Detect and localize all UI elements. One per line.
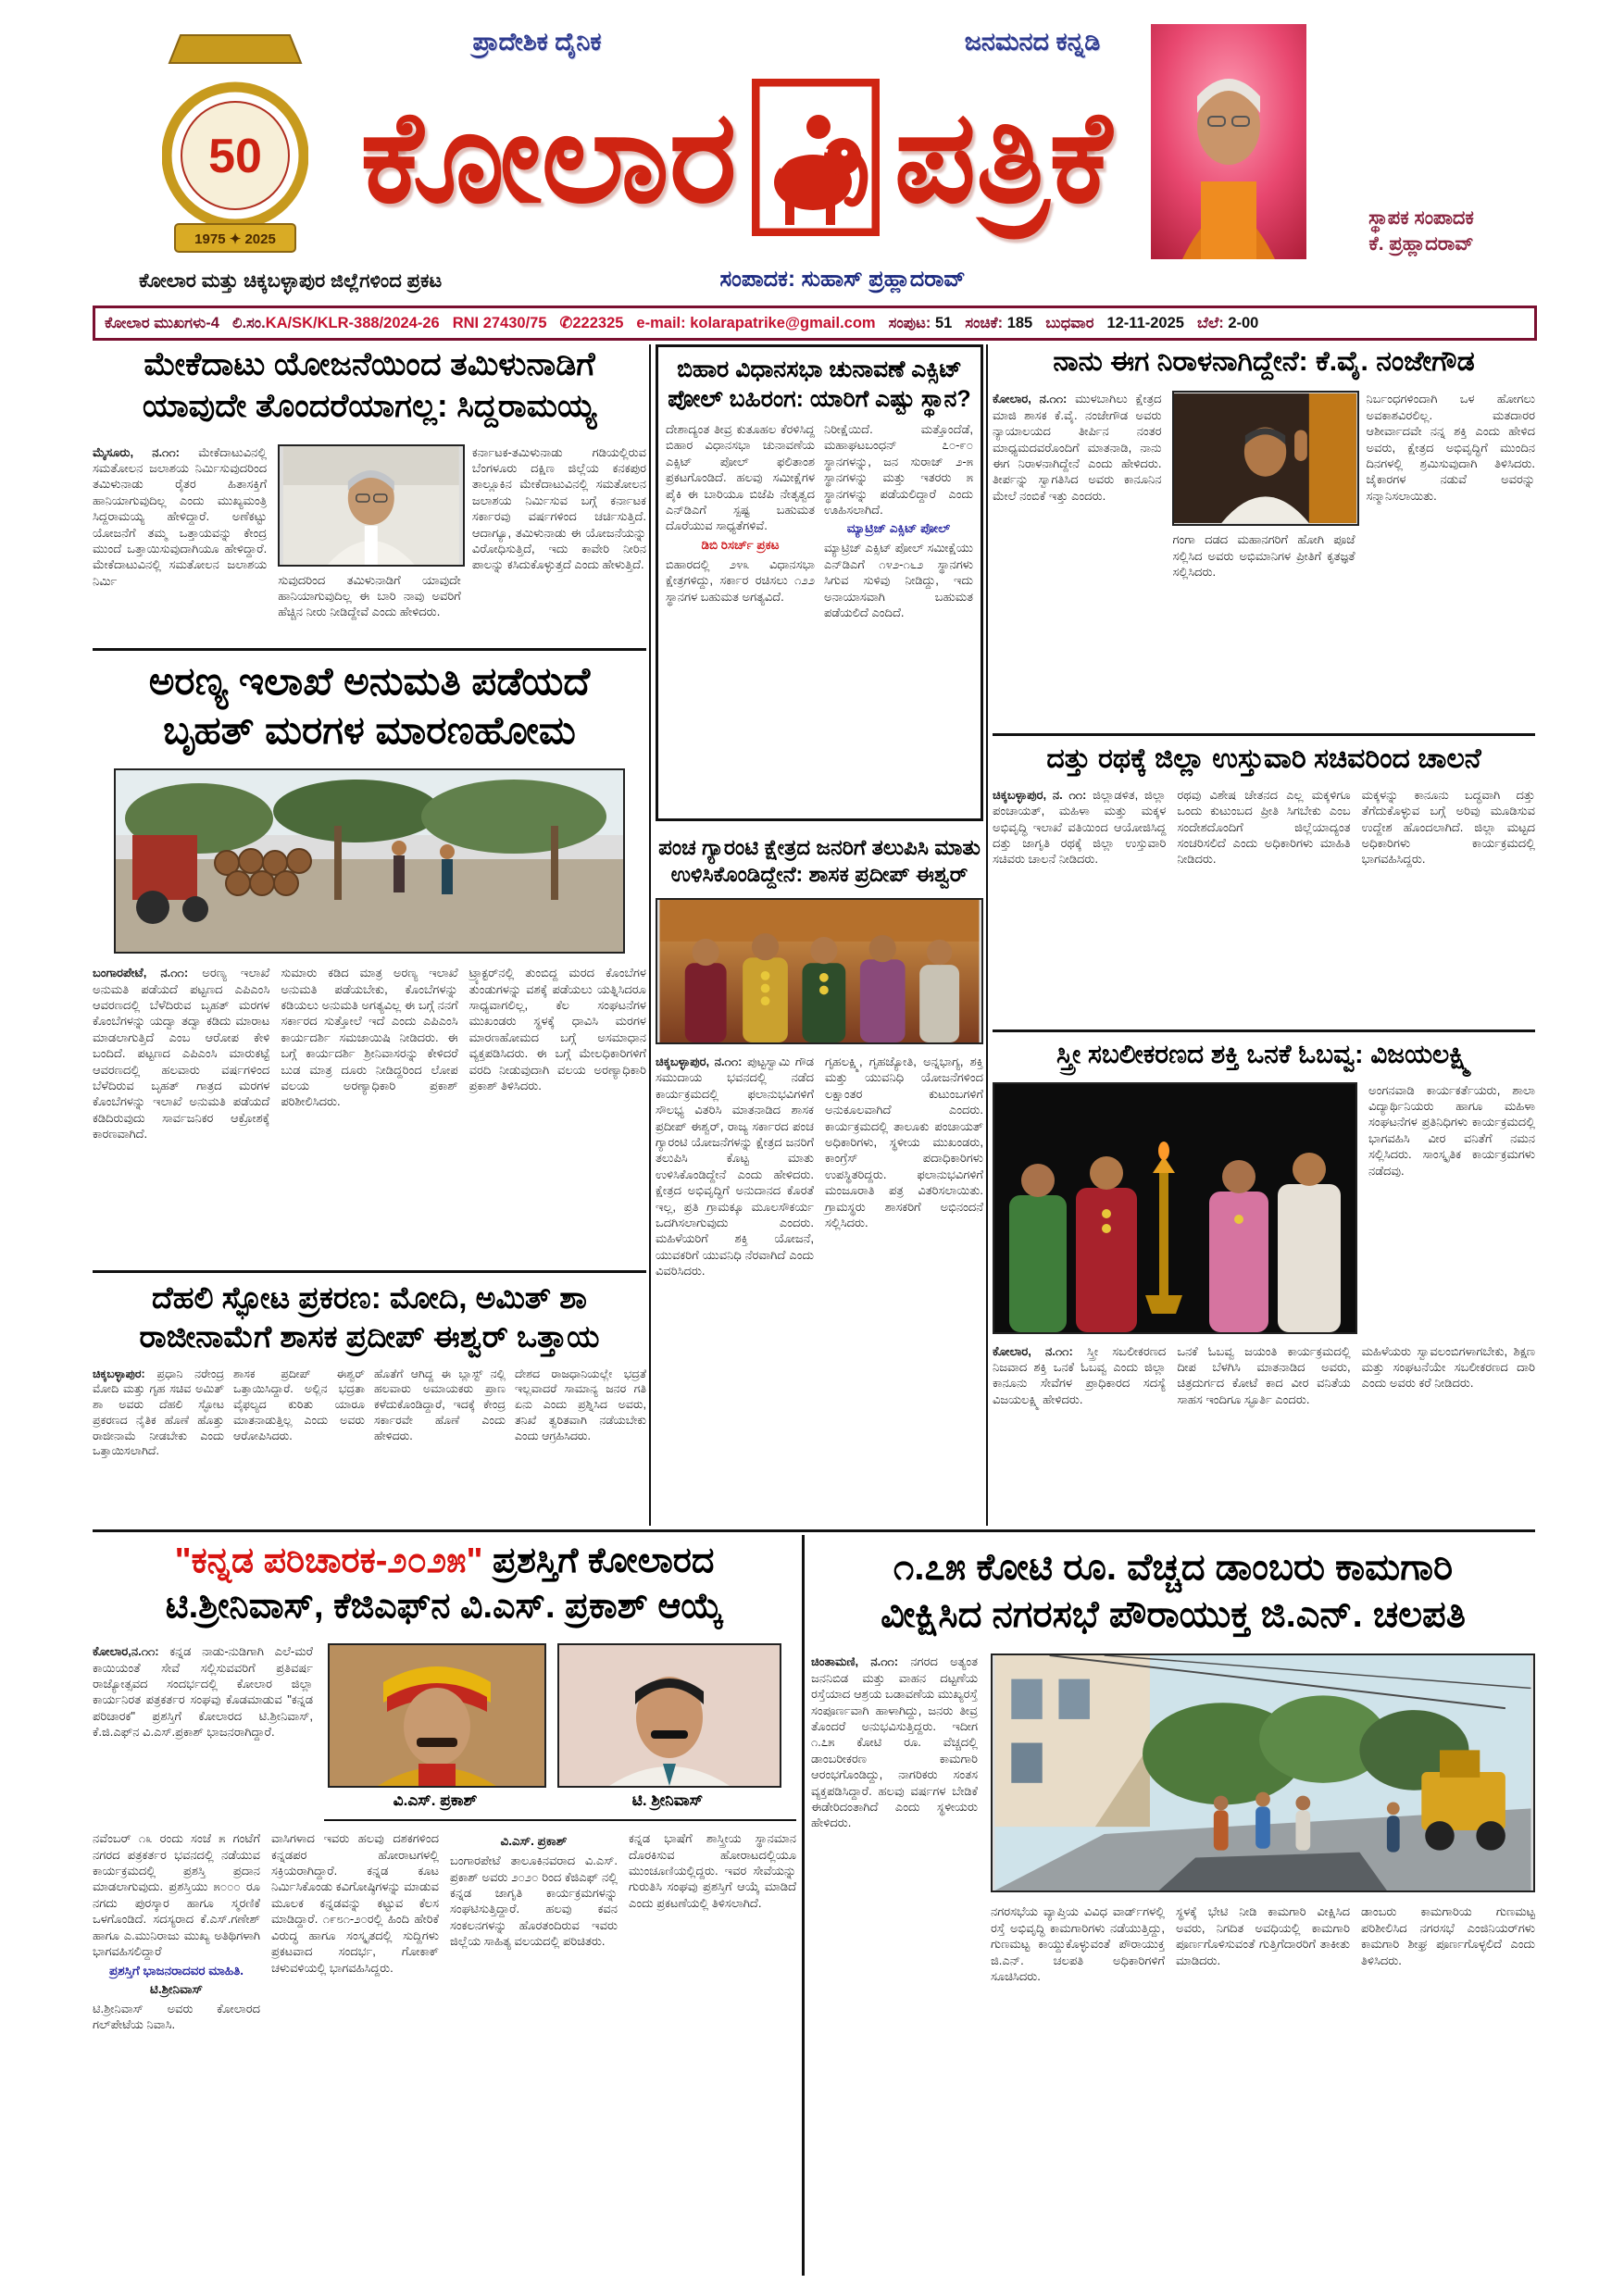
- tagline-left: ಪ್ರಾದೇಶಿಕ ದೈನಿಕ: [472, 28, 602, 56]
- editor-line: ಸಂಪಾದಕ: ಸುಹಾಸ್ ಪ್ರಹ್ಲಾದರಾವ್: [719, 267, 966, 292]
- article-body: [656, 1054, 983, 1496]
- photo-logs-tractor: [114, 768, 625, 954]
- article-column: ಬಂಗಾರಪೇಟೆ, ನ.೧೧: ಅರಣ್ಯ ಇಲಾಖೆ ಅನುಮತಿ ಪಡೆಯದೆ ಪಟ್ಟಣದ ಎಪಿಎಂಸಿ ಆವರಣದಲ್ಲಿ ಬೆಳೆದಿರುವ ಬೃಹತ್ ಮರಗಳ ಕೊಂಬೆಗಳನ್ನು ಯದ್ವಾ ತದ್ವಾ ಕಡಿದು ಮಾರಾಟ ಮಾಡಲಾಗುತ್ತಿದೆ ಎಂಬ ಆರೋಪ ಕೇಳಿ ಬಂದಿದೆ. ಪಟ್ಟಣದ ಎಪಿಎಂಸಿ ಮಾರುಕಟ್ಟೆ ಆವರಣದಲ್ಲಿ ಹಲವಾರು ವರ್ಷಗಳಿಂದ ಬೆಳೆದಿರುವ ಬೃಹತ್ ಗಾತ್ರದ ಮರಗಳ ಕೊಂಬೆಗಳನ್ನು ಇಲಾಖೆ ಅನುಮತಿ ಪಡೆಯದೆ ಕಡಿದಿರುವುದು ಸಾರ್ವಜನಿಕರ ಆಕ್ರೋಶಕ್ಕೆ ಕಾರಣವಾಗಿದೆ.: [93, 966, 270, 1142]
- article-headline: ನಾನು ಈಗ ನಿರಾಳನಾಗಿದ್ದೇನೆ: ಕೆ.ವೈ. ನಂಜೇಗೌಡ: [1053, 346, 1475, 377]
- day-name: ಬುಧವಾರ: [1045, 314, 1094, 331]
- subhead-red: ಡಿಬಿ ರಿಸರ್ಚ್ ಪ್ರಕಟ: [701, 537, 780, 552]
- issue-info-bar: [93, 306, 1537, 341]
- article-media-row: [993, 1082, 1535, 1334]
- svg-text:1975 ✦ 2025: 1975 ✦ 2025: [194, 231, 276, 247]
- portrait-block: [328, 1643, 543, 1810]
- section-rule: [324, 1819, 796, 1821]
- article-column: ದೇಶದ ರಾಜಧಾನಿಯಲ್ಲೇ ಭದ್ರತೆ ಇಲ್ಲವಾದರೆ ಸಾಮಾನ್ಯ ಜನರ ಗತಿ ಏನು ಎಂದು ಪ್ರಶ್ನಿಸಿದ ಅವರು, ತನಿಖೆ ತ್ವರಿತವಾಗಿ ನಡೆಯಬೇಕು ಎಂದು ಆಗ್ರಹಿಸಿದರು.: [515, 1366, 646, 1442]
- section-rule: [93, 648, 646, 651]
- article-body: [993, 787, 1535, 1022]
- subhead-name: ಟಿ.ಶ್ರೀನಿವಾಸ್: [150, 1981, 203, 1996]
- article-nanjegowda: [993, 344, 1535, 1508]
- article-column: ಅಂಗನವಾಡಿ ಕಾರ್ಯಕರ್ತೆಯರು, ಶಾಲಾ ವಿದ್ಯಾರ್ಥಿನಿಯರು ಹಾಗೂ ಮಹಿಳಾ ಸಂಘಟನೆಗಳ ಪ್ರತಿನಿಧಿಗಳು ಕಾರ್ಯಕ್ರಮದಲ್ಲಿ ಭಾಗವಹಿಸಿ ವೀರ ವನಿತೆಗೆ ನಮನ ಸಲ್ಲಿಸಿದರು. ಸಾಂಸ್ಕೃತಿಕ ಕಾರ್ಯಕ್ರಮಗಳು ನಡೆದವು.: [1368, 1082, 1535, 1178]
- article-column: ಚಿಕ್ಕಬಳ್ಳಾಪುರ: ಪ್ರಧಾನಿ ನರೇಂದ್ರ ಮೋದಿ ಮತ್ತು ಗೃಹ ಸಚಿವ ಅಮಿತ್ ಶಾ ಅವರು ದೆಹಲಿ ಸ್ಫೋಟ ಪ್ರಕರಣದ ನೈತಿಕ ಹೊಣೆ ಹೊತ್ತು ರಾಜೀನಾಮೆ ನೀಡಬೇಕು ಎಂದು ಒತ್ತಾಯಿಸಲಾಗಿದೆ.: [93, 1366, 224, 1458]
- masthead-title-right: ಪತ್ರಿಕೆ: [893, 85, 1112, 229]
- article-column: ಒನಕೆ ಓಬವ್ವ ಜಯಂತಿ ಕಾರ್ಯಕ್ರಮದಲ್ಲಿ ದೀಪ ಬೆಳಗಿಸಿ ಮಾತನಾಡಿದ ಅವರು, ಚಿತ್ರದುರ್ಗದ ಕೋಟೆ ಕಾದ ವೀರ ವನಿತೆಯ ಸಾಹಸ ಇಂದಿಗೂ ಸ್ಫೂರ್ತಿ ಎಂದರು.: [1177, 1343, 1351, 1406]
- price-label: ಬೆಲೆ:: [1196, 314, 1224, 331]
- band-rule: [93, 1529, 1535, 1532]
- article-column: ಗಂಗಾ ದಡದ ಮಹಾನಗರಿಗೆ ಹೋಗಿ ಪೂಜೆ ಸಲ್ಲಿಸಿದ ಅವರು ಅಭಿಮಾನಿಗಳ ಪ್ರೀತಿಗೆ ಕೃತಜ್ಞತೆ ಸಲ್ಲಿಸಿದರು.: [1172, 391, 1355, 726]
- masthead-title-left: ಕೋಲಾರ: [360, 85, 737, 229]
- reg-label: ಲಿ.ಸಂ.: [231, 314, 266, 331]
- photo-nanjegowda: [1172, 391, 1358, 526]
- article-column: ಸುಮಾರು ಕಡಿದ ಮಾತ್ರ ಅರಣ್ಯ ಇಲಾಖೆ ಅನುಮತಿ ಪಡೆಯಬೇಕು, ಕೊಂಬೆಗಳನ್ನು ಕಡಿಯಲು ಅನುಮತಿ ಅಗತ್ಯವಿಲ್ಲ ಈ ಬಗ್ಗೆ ನನಗೆ ಸರ್ಕಾರದ ಸುತ್ತೋಲೆ ಇದೆ ಎಂದು ಎಪಿಎಂಸಿ ಕಾರ್ಯದರ್ಶಿ ಸಮಜಾಯಿಷಿ ನೀಡಿದರು. ಈ ಬಗ್ಗೆ ಕಾರ್ಯದರ್ಶಿ ಶ್ರೀನಿವಾಸರನ್ನು ಕೇಳಿದರೆ ಬುಡ ಮಾತ್ರ ದೂರು ನೀಡಿದ್ದರಿಂದ ಲೋಪ ವಲಯ ಅರಣ್ಯಾಧಿಕಾರಿ ಪ್ರಕಾಶ್ ಪರಿಶೀಲಿಸಿದರು.: [281, 966, 458, 1109]
- article-headline: ೧.೭೫ ಕೋಟಿ ರೂ. ವೆಚ್ಚದ ಡಾಂಬರು ಕಾಮಗಾರಿ ವೀಕ್ಷಿಸಿದ ನಗರಸಭೆ ಪೌರಾಯುಕ್ತ ಜಿ.ಎನ್. ಚಲಪತಿ: [881, 1547, 1466, 1636]
- article-column: ರಥವು ವಿಶೇಷ ಚೇತನದ ಎಲ್ಲ ಮಕ್ಕಳಿಗೂ ಒಂದು ಕುಟುಂಬದ ಪ್ರೀತಿ ಸಿಗಬೇಕು ಎಂಬ ಸಂದೇಶದೊಂದಿಗೆ ಜಿಲ್ಲೆಯಾದ್ಯಂತ ಸಂಚರಿಸಲಿದೆ ಎಂದು ಅಧಿಕಾರಿಗಳು ಮಾಹಿತಿ ನೀಡಿದರು.: [1177, 787, 1351, 867]
- section-rule: [93, 1270, 646, 1273]
- anniversary-logo: [162, 26, 308, 259]
- rni-number: RNI 27430/75: [452, 314, 547, 331]
- email-address: e-mail: kolarapatrike@gmail.com: [636, 314, 876, 331]
- article-road-works: [811, 1544, 1535, 2266]
- article-media-row: [93, 1643, 796, 1810]
- column-divider: [802, 1535, 805, 2276]
- article-column: ದೇಶಾದ್ಯಂತ ತೀವ್ರ ಕುತೂಹಲ ಕೆರಳಿಸಿದ್ದ ಬಿಹಾರ ವಿಧಾನಸಭಾ ಚುನಾವಣೆಯ ಎಕ್ಸಿಟ್ ಪೋಲ್ ಫಲಿತಾಂಶ ಪ್ರಕಟಗೊಂಡಿದೆ. ಹಲವು ಸಮೀಕ್ಷೆಗಳ ಪೈಕಿ ಈ ಬಾರಿಯೂ ಬಿಜೆಪಿ ನೇತೃತ್ವದ ಎನ್‌ಡಿಎಗೆ ಸ್ಪಷ್ಟ ಬಹುಮತ ದೊರೆಯುವ ಸಾಧ್ಯತೆಗಳಿವೆ. ಡಿಬಿ ರಿಸರ್ಚ್ ಪ್ರಕಟ ಬಿಹಾರದಲ್ಲಿ ೨೪೩ ವಿಧಾನಸಭಾ ಕ್ಷೇತ್ರಗಳಿದ್ದು, ಸರ್ಕಾರ ರಚಿಸಲು ೧೨೨ ಸ್ಥಾನಗಳ ಬಹುಮತ ಅಗತ್ಯವಿದೆ.: [666, 422, 815, 604]
- subhead-name: ವಿ.ಎಸ್. ಪ್ರಕಾಶ್: [500, 1834, 568, 1849]
- tagline-right: ಜನಮನದ ಕನ್ನಡಿ: [964, 28, 1101, 56]
- subhead-blue: ಮ್ಯಾಟ್ರಿಜ್ ಎಕ್ಸಿಟ್ ಪೋಲ್: [846, 521, 951, 536]
- article-body: [93, 965, 646, 1263]
- article-column: ನಿರೀಕ್ಷೆಯಿದೆ. ಮತ್ತೊಂದೆಡೆ, ಮಹಾಘಟಬಂಧನ್ ೭೦-೯೦ ಸ್ಥಾನಗಳನ್ನು, ಜನ ಸುರಾಜ್ ೨-೫ ಸ್ಥಾನಗಳನ್ನು ಮತ್ತು ಇತರರು ೫ ಸ್ಥಾನಗಳನ್ನು ಪಡೆಯಲಿದ್ದಾರೆ ಎಂದು ಊಹಿಸಲಾಗಿದೆ. ಮ್ಯಾಟ್ರಿಜ್ ಎಕ್ಸಿಟ್ ಪೋಲ್ ಮ್ಯಾಟ್ರಿಜ್ ಎಕ್ಸಿಟ್ ಪೋಲ್ ಸಮೀಕ್ಷೆಯು ಎನ್‌ಡಿಎಗೆ ೧೪೨-೧೬೨ ಸ್ಥಾನಗಳು ಸಿಗುವ ಸುಳಿವು ನೀಡಿದ್ದು, ಇದು ಅನಾಯಾಸವಾಗಿ ಬಹುಮತ ಪಡೆಯಲಿದೆ ಎಂದಿದೆ.: [824, 422, 973, 620]
- article-mekedatu: [93, 344, 646, 1513]
- article-headline: "ಕನ್ನಡ ಪರಿಚಾರಕ-೨೦೨೫" ಪ್ರಶಸ್ತಿಗೆ ಕೋಲಾರದ ಟಿ.ಶ್ರೀನಿವಾಸ್, ಕೆಜಿಎಫ್‌ನ ವಿ.ಎಸ್. ಪ್ರಕಾಶ್ ಆಯ್ಕೆ: [165, 1541, 724, 1626]
- article-headline: ಸ್ತ್ರೀ ಸಬಲೀಕರಣದ ಶಕ್ತಿ ಒನಕೆ ಓಬವ್ವ: ವಿಜಯಲಕ್ಷ್ಮಿ: [1056, 1039, 1471, 1068]
- article-media-row: [811, 1653, 1535, 2266]
- article-column: ಚಿಂತಾಮಣಿ, ನ.೧೧: ನಗರದ ಅತ್ಯಂತ ಜನನಿಬಿಡ ಮತ್ತು ವಾಹನ ದಟ್ಟಣೆಯ ರಸ್ತೆಯಾದ ಆಶ್ರಯ ಬಡಾವಣೆಯ ಮುಖ್ಯರಸ್ತೆ ಸಂಪೂರ್ಣವಾಗಿ ಹಾಳಾಗಿದ್ದು, ಜನರು ತೀವ್ರ ತೊಂದರೆ ಅನುಭವಿಸುತ್ತಿದ್ದರು. ಇದೀಗ ೧.೭೫ ಕೋಟಿ ರೂ. ವೆಚ್ಚದಲ್ಲಿ ಡಾಂಬರೀಕರಣ ಕಾಮಗಾರಿ ಆರಂಭಗೊಂಡಿದ್ದು, ನಾಗರಿಕರು ಸಂತಸ ವ್ಯಕ್ತಪಡಿಸಿದ್ದಾರೆ. ಹಲವು ವರ್ಷಗಳ ಬೇಡಿಕೆ ಈಡೇರಿದಂತಾಗಿದೆ ಎಂದು ಸ್ಥಳೀಯರು ಹೇಳಿದರು.: [811, 1654, 978, 1830]
- article-column: ಟ್ರ್ಯಾಕ್ಟರ್‌ನಲ್ಲಿ ತುಂಬಿದ್ದ ಮರದ ಕೊಂಬೆಗಳ ತುಂಡುಗಳನ್ನು ವಶಕ್ಕೆ ಪಡೆಯಲು ಯತ್ನಿಸಿದರೂ ಸಾಧ್ಯವಾಗಲಿಲ್ಲ, ಕೆಲ ಸಂಘಟನೆಗಳ ಮುಖಂಡರು ಸ್ಥಳಕ್ಕೆ ಧಾವಿಸಿ ಮರಗಳ ಮಾರಣಹೋಮದ ಬಗ್ಗೆ ಅಸಮಾಧಾನ ವ್ಯಕ್ತಪಡಿಸಿದರು. ಈ ಬಗ್ಗೆ ಮೇಲಧಿಕಾರಿಗಳಿಗೆ ವರದಿ ನೀಡುವುದಾಗಿ ವಲಯ ಅರಣ್ಯಾಧಿಕಾರಿ ಪ್ರಕಾಶ್ ತಿಳಿಸಿದರು.: [468, 966, 646, 1092]
- volume-value: 51: [934, 314, 953, 331]
- photo-guarantee-event: [656, 898, 983, 1044]
- photo-siddaramaiah: [278, 444, 465, 567]
- portrait-block: [557, 1643, 778, 1810]
- issue-date: 12-11-2025: [1106, 314, 1184, 331]
- article-body: [93, 1366, 646, 1513]
- volume-label: ಸಂಪುಟ:: [888, 314, 931, 331]
- masthead-emblem-icon: [752, 79, 880, 236]
- issue-label: ಸಂಚಿಕೆ:: [965, 314, 1004, 331]
- phone-number: ✆222325: [559, 315, 624, 331]
- article-body: [93, 444, 646, 641]
- article-column: ಸ್ಥಳಕ್ಕೆ ಭೇಟಿ ನೀಡಿ ಕಾಮಗಾರಿ ವೀಕ್ಷಿಸಿದ ಅವರು, ನಿಗದಿತ ಅವಧಿಯಲ್ಲಿ ಕಾಮಗಾರಿ ಪೂರ್ಣಗೊಳಿಸುವಂತೆ ಗುತ್ತಿಗೆದಾರರಿಗೆ ತಾಕೀತು ಮಾಡಿದರು.: [1176, 1904, 1350, 1967]
- portrait-vs-prakash: [328, 1643, 546, 1788]
- founder-credit: [1310, 206, 1532, 258]
- portrait-caption: ಟಿ. ಶ್ರೀನಿವಾಸ್: [631, 1791, 704, 1810]
- article-column: ಕೋಲಾರ, ನ.೧೧: ಸ್ತ್ರೀ ಸಬಲೀಕರಣದ ನಿಜವಾದ ಶಕ್ತಿ ಒನಕೆ ಓಬವ್ವ ಎಂದು ಜಿಲ್ಲಾ ಕಾನೂನು ಸೇವೆಗಳ ಪ್ರಾಧಿಕಾರದ ಸದಸ್ಯೆ ವಿಜಯಲಕ್ಷ್ಮಿ ಹೇಳಿದರು.: [993, 1343, 1167, 1406]
- article-body: [993, 391, 1535, 726]
- article-column: ನಗರಸಭೆಯ ವ್ಯಾಪ್ತಿಯ ವಿವಿಧ ವಾರ್ಡ್‌ಗಳಲ್ಲಿ ರಸ್ತೆ ಅಭಿವೃದ್ಧಿ ಕಾಮಗಾರಿಗಳು ನಡೆಯುತ್ತಿದ್ದು, ಗುಣಮಟ್ಟ ಕಾಯ್ದುಕೊಳ್ಳುವಂತೆ ಪೌರಾಯುಕ್ತ ಜಿ.ಎನ್. ಚಲಪತಿ ಅಧಿಕಾರಿಗಳಿಗೆ ಸೂಚಿಸಿದರು.: [991, 1904, 1165, 1983]
- photo-obavva-lamp: [993, 1082, 1357, 1334]
- article-body: [993, 1343, 1535, 1508]
- article-column: ಮೈಸೂರು, ನ.೧೧: ಮೇಕೆದಾಟುವಿನಲ್ಲಿ ಸಮತೋಲನ ಜಲಾಶಯ ನಿರ್ಮಿಸುವುದರಿಂದ ತಮಿಳುನಾಡು ರೈತರ ಹಿತಾಸಕ್ತಿಗೆ ಹಾನಿಯಾಗುವುದಿಲ್ಲ ಎಂದು ಮುಖ್ಯಮಂತ್ರಿ ಸಿದ್ದರಾಮಯ್ಯ ಹೇಳಿದ್ದಾರೆ. ಅಣೆಕಟ್ಟು ಯೋಜನೆಗೆ ತಮ್ಮ ಒತ್ತಾಯವನ್ನು ಕೇಂದ್ರ ಮುಂದೆ ಒತ್ತಾಯಿಸುವುದಾಗಿಯೂ ಹೇಳಿದ್ದಾರೆ. ಮೇಕೆದಾಟುವಿನಲ್ಲಿ ಸಮತೋಲನ ಜಲಾಶಯ ನಿರ್ಮಿ: [93, 444, 268, 588]
- article-media-and-text: [991, 1653, 1535, 2266]
- article-column: ಕನ್ನಡ ಭಾಷೆಗೆ ಶಾಸ್ತ್ರೀಯ ಸ್ಥಾನಮಾನ ದೊರಕಿಸುವ ಹೋರಾಟದಲ್ಲಿಯೂ ಮುಂಚೂಣಿಯಲ್ಲಿದ್ದರು. ಇವರ ಸೇವೆಯನ್ನು ಗುರುತಿಸಿ ಸಂಘವು ಪ್ರಶಸ್ತಿಗೆ ಆಯ್ಕೆ ಮಾಡಿದೆ ಎಂದು ಪ್ರಕಟಣೆಯಲ್ಲಿ ತಿಳಿಸಲಾಗಿದೆ.: [629, 1831, 796, 1910]
- article-column: ವಿ.ಎಸ್. ಪ್ರಕಾಶ್ ಬಂಗಾರಪೇಟೆ ತಾಲೂಕಿನವರಾದ ವಿ.ಎಸ್. ಪ್ರಕಾಶ್ ಅವರು ೨೦೨೦ ರಿಂದ ಕೆಜಿಎಫ್ ನಲ್ಲಿ ಕನ್ನಡ ಜಾಗೃತಿ ಕಾರ್ಯಕ್ರಮಗಳನ್ನು ಸಂಘಟಿಸುತ್ತಿದ್ದಾರೆ. ಹಲವು ಕವನ ಸಂಕಲನಗಳನ್ನು ಹೊರತಂದಿರುವ ಇವರು ಜಿಲ್ಲೆಯ ಸಾಹಿತ್ಯ ವಲಯದಲ್ಲಿ ಪರಿಚಿತರು.: [450, 1834, 618, 1949]
- section-rule: [993, 1029, 1535, 1032]
- founder-name: ಕೆ. ಪ್ರಹ್ಲಾದರಾವ್: [1368, 233, 1474, 256]
- article-column: ಚಿಕ್ಕಬಳ್ಳಾಪುರ, ನ.೧೧: ಪುಟ್ಟಸ್ವಾಮಿ ಗೌಡ ಸಮುದಾಯ ಭವನದಲ್ಲಿ ನಡೆದ ಕಾರ್ಯಕ್ರಮದಲ್ಲಿ ಫಲಾನುಭವಿಗಳಿಗೆ ಸೌಲಭ್ಯ ವಿತರಿಸಿ ಮಾತನಾಡಿದ ಶಾಸಕ ಪ್ರದೀಪ್ ಈಶ್ವರ್, ರಾಜ್ಯ ಸರ್ಕಾರದ ಪಂಚ ಗ್ಯಾರಂಟಿ ಯೋಜನೆಗಳನ್ನು ಕ್ಷೇತ್ರದ ಜನರಿಗೆ ತಲುಪಿಸಿ ಕೊಟ್ಟ ಮಾತು ಉಳಿಸಿಕೊಂಡಿದ್ದೇನೆ ಎಂದು ಹೇಳಿದರು. ಕ್ಷೇತ್ರದ ಅಭಿವೃದ್ಧಿಗೆ ಅನುದಾನದ ಕೊರತೆ ಇಲ್ಲ, ಪ್ರತಿ ಗ್ರಾಮಕ್ಕೂ ಮೂಲಸೌಕರ್ಯ ಒದಗಿಸಲಾಗುವುದು ಎಂದರು. ಮಹಿಳೆಯರಿಗೆ ಶಕ್ತಿ ಯೋಜನೆ, ಯುವಕರಿಗೆ ಯುವನಿಧಿ ನೆರವಾಗಿದೆ ಎಂದು ವಿವರಿಸಿದರು.: [656, 1054, 814, 1279]
- masthead: [315, 57, 1157, 256]
- issue-value: 185: [1006, 314, 1033, 331]
- article-headline: ಅರಣ್ಯ ಇಲಾಖೆ ಅನುಮತಿ ಪಡೆಯದೆ ಬೃಹತ್ ಮರಗಳ ಮಾರಣಹೋಮ: [148, 658, 591, 753]
- article-headline: ದತ್ತು ರಥಕ್ಕೆ ಜಿಲ್ಲಾ ಉಸ್ತುವಾರಿ ಸಚಿವರಿಂದ ಚಾಲನೆ: [1046, 743, 1481, 775]
- founder-photo: [1151, 24, 1306, 259]
- article-column: ಡಾಂಬರು ಕಾಮಗಾರಿಯ ಗುಣಮಟ್ಟ ಪರಿಶೀಲಿಸಿದ ನಗರಸಭೆ ಎಂಜಿನಿಯರ್‌ಗಳು ಕಾಮಗಾರಿ ಶೀಘ್ರ ಪೂರ್ಣಗೊಳ್ಳಲಿದೆ ಎಂದು ತಿಳಿಸಿದರು.: [1361, 1904, 1535, 1967]
- article-headline: ಬಿಹಾರ ವಿಧಾನಸಭಾ ಚುನಾವಣೆ ಎಕ್ಸಿಟ್ ಪೋಲ್ ಬಹಿರಂಗ: ಯಾರಿಗೆ ಎಷ್ಟು ಸ್ಥಾನ?: [668, 356, 971, 412]
- article-column: ಮಹಿಳೆಯರು ಸ್ವಾವಲಂಬಿಗಳಾಗಬೇಕು, ಶಿಕ್ಷಣ ಮತ್ತು ಸಂಘಟನೆಯೇ ಸಬಲೀಕರಣದ ದಾರಿ ಎಂದು ಅವರು ಕರೆ ನೀಡಿದರು.: [1361, 1343, 1535, 1391]
- article-kannada-paricharaka: [93, 1539, 796, 2249]
- article-column: ಹೊತೆಗೆ ಆಗಿದ್ದ ಈ ಬ್ಲಾಸ್ಟ್ ನಲ್ಲಿ ಹಲವಾರು ಅಮಾಯಕರು ಪ್ರಾಣ ಕಳೆದುಕೊಂಡಿದ್ದಾರೆ, ಇದಕ್ಕೆ ಕೇಂದ್ರ ಸರ್ಕಾರವೇ ಹೊಣೆ ಎಂದು ಹೇಳಿದರು.: [374, 1366, 506, 1442]
- article-column: ನಿರ್ಬಂಧಗಳಿಂದಾಗಿ ಒಳ ಹೋಗಲು ಅವಕಾಶವಿರಲಿಲ್ಲ. ಮತದಾರರ ಆಶೀರ್ವಾದವೇ ನನ್ನ ಶಕ್ತಿ ಎಂದು ಹೇಳಿದ ಅವರು, ಕ್ಷೇತ್ರದ ಅಭಿವೃದ್ಧಿಗೆ ಮುಂದಿನ ದಿನಗಳಲ್ಲಿ ಶ್ರಮಿಸುವುದಾಗಿ ತಿಳಿಸಿದರು. ಜೈಕಾರಗಳ ನಡುವೆ ಅವರನ್ನು ಸನ್ಮಾನಿಸಲಾಯಿತು.: [1366, 392, 1535, 503]
- boxed-article: [656, 344, 983, 821]
- photo-road-work: [991, 1653, 1535, 1892]
- article-headline: ದೆಹಲಿ ಸ್ಫೋಟ ಪ್ರಕರಣ: ಮೋದಿ, ಅಮಿತ್ ಶಾ ರಾಜೀನಾಮೆಗೆ ಶಾಸಕ ಪ್ರದೀಪ್ ಈಶ್ವರ್ ಒತ್ತಾಯ: [139, 1280, 600, 1354]
- publisher-line: ಕೋಲಾರ ಮತ್ತು ಚಿಕ್ಕಬಳ್ಳಾಪುರ ಜಿಲ್ಲೆಗಳಿಂದ ಪ್ರಕಟ: [139, 270, 443, 292]
- founder-label: ಸ್ಥಾಪಕ ಸಂಪಾದಕ: [1368, 207, 1474, 229]
- article-headline: ಪಂಚ ಗ್ಯಾರಂಟಿ ಕ್ಷೇತ್ರದ ಜನರಿಗೆ ತಲುಪಿಸಿ ಮಾತು ಉಳಿಸಿಕೊಂಡಿದ್ದೇನೆ: ಶಾಸಕ ಪ್ರದೀಪ್ ಈಶ್ವರ್: [658, 835, 981, 887]
- article-body: [666, 421, 973, 620]
- article-column: ಕೋಲಾರ,ನ.೧೧: ಕನ್ನಡ ನಾಡು-ನುಡಿಗಾಗಿ ಎಲೆ-ಮರೆ ಕಾಯಿಯಂತೆ ಸೇವೆ ಸಲ್ಲಿಸುವವರಿಗೆ ಪ್ರತಿವರ್ಷ ರಾಜ್ಯೋತ್ಸವದ ಸಂದರ್ಭದಲ್ಲಿ ಕೋಲಾರ ಜಿಲ್ಲಾ ಕಾರ್ಯನಿರತ ಪತ್ರಕರ್ತರ ಸಂಘವು ಕೊಡಮಾಡುವ "ಕನ್ನಡ ಪರಿಚಾರಕ" ಪ್ರಶಸ್ತಿಗೆ ಕೋಲಾರದ ಟಿ.ಶ್ರೀನಿವಾಸ್, ಕೆ.ಜಿ.ಎಫ್‌ನ ವಿ.ಎಸ್.ಪ್ರಕಾಶ್ ಭಾಜನರಾಗಿದ್ದಾರೆ.: [93, 1644, 313, 1740]
- subhead-blue: ಪ್ರಶಸ್ತಿಗೆ ಭಾಜನರಾದವರ ಮಾಹಿತಿ.: [108, 1963, 244, 1978]
- article-body: [93, 1830, 796, 2249]
- article-headline: ಮೇಕೆದಾಟು ಯೋಜನೆಯಿಂದ ತಮಿಳುನಾಡಿಗೆ ಯಾವುದೇ ತೊಂದರೆಯಾಗಲ್ಲ: ಸಿದ್ದರಾಮಯ್ಯ: [142, 346, 597, 424]
- article-column: ಮಕ್ಕಳನ್ನು ಕಾನೂನು ಬದ್ಧವಾಗಿ ದತ್ತು ತೆಗೆದುಕೊಳ್ಳುವ ಬಗ್ಗೆ ಅರಿವು ಮೂಡಿಸುವ ಉದ್ದೇಶ ಹೊಂದಲಾಗಿದೆ. ಜಿಲ್ಲಾ ಮಟ್ಟದ ಅಧಿಕಾರಿಗಳು ಕಾರ್ಯಕ್ರಮದಲ್ಲಿ ಭಾಗವಹಿಸಿದ್ದರು.: [1361, 787, 1535, 867]
- article-column: ನವೆಂಬರ್ ೧೩ ರಂದು ಸಂಜೆ ೫ ಗಂಟೆಗೆ ನಗರದ ಪತ್ರಕರ್ತರ ಭವನದಲ್ಲಿ ನಡೆಯುವ ಕಾರ್ಯಕ್ರಮದಲ್ಲಿ ಪ್ರಶಸ್ತಿ ಪ್ರದಾನ ಮಾಡಲಾಗುವುದು. ಪ್ರಶಸ್ತಿಯು ೫೦೦೦ ರೂ ನಗದು ಪುರಸ್ಕಾರ ಹಾಗೂ ಸ್ಮರಣಿಕೆ ಒಳಗೊಂಡಿದೆ. ಸದಸ್ಯರಾದ ಕೆ.ಎಸ್.ಗಣೇಶ್ ಹಾಗೂ ಎ.ಮುನಿರಾಜು ಮುಖ್ಯ ಅತಿಥಿಗಳಾಗಿ ಭಾಗವಹಿಸಲಿದ್ದಾರೆ ಪ್ರಶಸ್ತಿಗೆ ಭಾಜನರಾದವರ ಮಾಹಿತಿ. ಟಿ.ಶ್ರೀನಿವಾಸ್ ಟಿ.ಶ್ರೀನಿವಾಸ್ ಅವರು ಕೋಲಾರದ ಗಲ್‌ಪೇಟೆಯ ನಿವಾಸಿ.: [93, 1831, 260, 2031]
- article-column: ಕೋಲಾರ, ನ.೧೧: ಮುಳಬಾಗಿಲು ಕ್ಷೇತ್ರದ ಮಾಜಿ ಶಾಸಕ ಕೆ.ವೈ. ನಂಜೇಗೌಡ ಅವರು ನ್ಯಾಯಾಲಯದ ತೀರ್ಪಿನ ನಂತರ ಮಾಧ್ಯಮದವರೊಂದಿಗೆ ಮಾತನಾಡಿ, ನಾನು ಈಗ ನಿರಾಳನಾಗಿದ್ದೇನೆ ಎಂದು ಹೇಳಿದರು. ತೀರ್ಪನ್ನು ಸ್ವಾಗತಿಸಿದ ಅವರು ಕಾನೂನಿನ ಮೇಲೆ ನಂಬಿಕೆ ಇತ್ತು ಎಂದರು.: [993, 392, 1162, 503]
- article-column: ಸುವುದರಿಂದ ತಮಿಳುನಾಡಿಗೆ ಯಾವುದೇ ಹಾನಿಯಾಗುವುದಿಲ್ಲ ಈ ಬಾರಿ ನಾವು ಅವರಿಗೆ ಹೆಚ್ಚಿನ ನೀರು ನೀಡಿದ್ದೇವೆ ಎಂದು ಹೇಳಿದರು.: [278, 444, 461, 641]
- article-column: ಶಾಸಕ ಪ್ರದೀಪ್ ಈಶ್ವರ್ ಒತ್ತಾಯಿಸಿದ್ದಾರೆ. ಅಲ್ಲಿನ ಭದ್ರತಾ ವೈಫಲ್ಯದ ಕುರಿತು ಯಾರೂ ಮಾತನಾಡುತ್ತಿಲ್ಲ ಎಂದು ಅವರು ಆರೋಪಿಸಿದರು.: [233, 1366, 365, 1442]
- portrait-t-srinivas: [557, 1643, 781, 1788]
- article-column: ಗೃಹಲಕ್ಷ್ಮಿ, ಗೃಹಜ್ಯೋತಿ, ಅನ್ನಭಾಗ್ಯ, ಶಕ್ತಿ ಮತ್ತು ಯುವನಿಧಿ ಯೋಜನೆಗಳಿಂದ ಲಕ್ಷಾಂತರ ಕುಟುಂಬಗಳಿಗೆ ಅನುಕೂಲವಾಗಿದೆ ಎಂದರು. ಕಾರ್ಯಕ್ರಮದಲ್ಲಿ ತಾಲೂಕು ಪಂಚಾಯತ್ ಅಧಿಕಾರಿಗಳು, ಸ್ಥಳೀಯ ಮುಖಂಡರು, ಕಾಂಗ್ರೆಸ್ ಪದಾಧಿಕಾರಿಗಳು ಉಪಸ್ಥಿತರಿದ್ದರು. ಫಲಾನುಭವಿಗಳಿಗೆ ಮಂಜೂರಾತಿ ಪತ್ರ ವಿತರಿಸಲಾಯಿತು. ಗ್ರಾಮಸ್ಥರು ಶಾಸಕರಿಗೆ ಅಭಿನಂದನೆ ಸಲ್ಲಿಸಿದರು.: [825, 1054, 983, 1229]
- column-divider: [649, 344, 651, 1526]
- section-rule: [993, 733, 1535, 736]
- article-column: ವಾಸಿಗಳಾದ ಇವರು ಹಲವು ದಶಕಗಳಿಂದ ಕನ್ನಡಪರ ಹೋರಾಟಗಳಲ್ಲಿ ಸಕ್ರಿಯರಾಗಿದ್ದಾರೆ. ಕನ್ನಡ ಕೂಟ ನಿರ್ಮಿಸಿಕೊಂಡು ಕವಿಗೋಷ್ಠಿಗಳನ್ನು ಮಾಡುವ ಮೂಲಕ ಕನ್ನಡವನ್ನು ಕಟ್ಟುವ ಕೆಲಸ ಮಾಡಿದ್ದಾರೆ. ೧೯೮೧-೨೦ರಲ್ಲಿ ಹಿಂದಿ ಹೇರಿಕೆ ವಿರುದ್ಧ ಹಾಗೂ ಸಂಸ್ಕೃತದಲ್ಲಿ ಸುದ್ದಿಗಳು ಪ್ರಕಟವಾದ ಸಂದರ್ಭ, ಗೋಕಾಕ್ ಚಳುವಳಿಯಲ್ಲಿ ಭಾಗವಹಿಸಿದ್ದರು.: [271, 1831, 439, 1975]
- svg-text:50: 50: [208, 130, 262, 183]
- article-body: [991, 1903, 1535, 2266]
- column-divider: [986, 344, 988, 1526]
- price-value: 2-00: [1228, 314, 1259, 331]
- edition-label: ಕೋಲಾರ ಮುಖಗಳು-4: [105, 314, 219, 331]
- article-column: ಕರ್ನಾಟಕ-ತಮಿಳುನಾಡು ಗಡಿಯಲ್ಲಿರುವ ಬೆಂಗಳೂರು ದಕ್ಷಿಣ ಜಿಲ್ಲೆಯ ಕನಕಪುರ ತಾಲ್ಲೂಕಿನ ಮೇಕೆದಾಟುವಿನಲ್ಲಿ ಸಮತೋಲನ ಜಲಾಶಯ ನಿರ್ಮಿಸುವ ಬಗ್ಗೆ ಕರ್ನಾಟಕ ಸರ್ಕಾರವು ವರ್ಷಗಳಿಂದ ಚರ್ಚಿಸುತ್ತಿದೆ. ಆದಾಗ್ಯೂ, ತಮಿಳುನಾಡು ಈ ಯೋಜನೆಯನ್ನು ವಿರೋಧಿಸುತ್ತಿದೆ, ಇದು ಕಾವೇರಿ ನೀರಿನ ಪಾಲನ್ನು ಕಸಿದುಕೊಳ್ಳುತ್ತದೆ ಎಂದು ಹೇಳುತ್ತಿದೆ.: [471, 444, 647, 572]
- portrait-caption: ವಿ.ಎಸ್. ಪ್ರಕಾಶ್: [393, 1791, 478, 1810]
- article-column: ಚಿಕ್ಕಬಳ್ಳಾಪುರ, ನ. ೧೧: ಜಿಲ್ಲಾಡಳಿತ, ಜಿಲ್ಲಾ ಪಂಚಾಯತ್, ಮಹಿಳಾ ಮತ್ತು ಮಕ್ಕಳ ಅಭಿವೃದ್ಧಿ ಇಲಾಖೆ ವತಿಯಿಂದ ಆಯೋಜಿಸಿದ್ದ ದತ್ತು ಜಾಗೃತಿ ರಥಕ್ಕೆ ಜಿಲ್ಲಾ ಉಸ್ತುವಾರಿ ಸಚಿವರು ಚಾಲನೆ ನೀಡಿದರು.: [993, 787, 1167, 867]
- reg-number: KA/SK/KLR-388/2024-26: [265, 314, 440, 331]
- headline-red-part: "ಕನ್ನಡ ಪರಿಚಾರಕ-೨೦೨೫": [174, 1541, 483, 1580]
- article-bihar-exitpoll: [656, 344, 983, 1496]
